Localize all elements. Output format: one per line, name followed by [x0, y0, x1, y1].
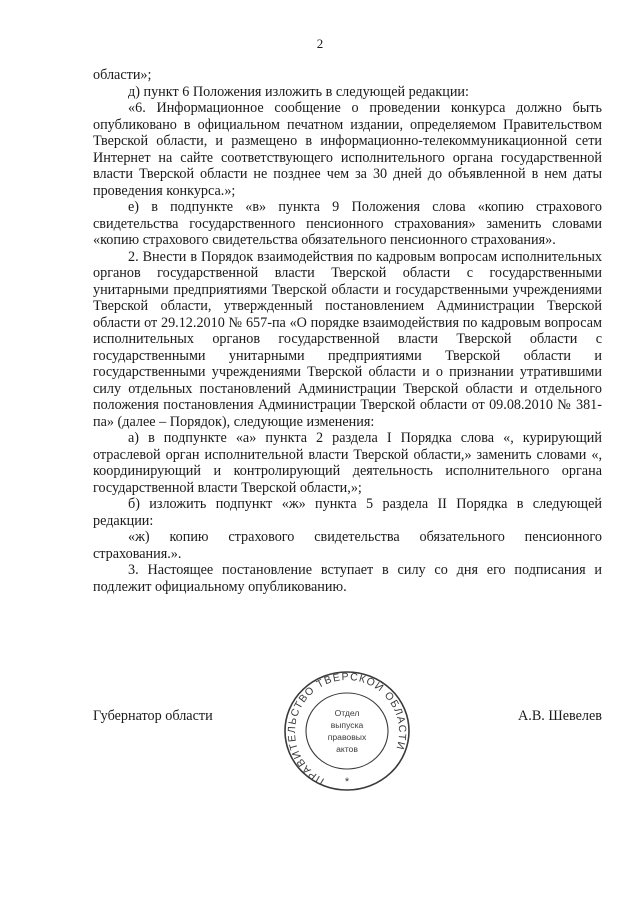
paragraph-item-e: е) в подпункте «в» пункта 9 Положения слова «копию страхового свидетельства государственного пенсионного страхования» заменить словами «копию страхового свидетельства обязательного пенсионного страхования».	[93, 199, 602, 248]
paragraph-section-2: 2. Внести в Порядок взаимодействия по кадровым вопросам исполнительных органов государственной власти Тверской области с государственными унитарными предприятиями Тверской области и государственными учреждениями Тверской области, утвержденный постановлением Администрации Тверской области от 29.12.2010 № 657-па «О порядке взаимодействия по кадровым вопросам исполнительных органов государственной власти Тверской области с государственными унитарными предприятиями Тверской области и государственными учреждениями Тверской области и о признании утратившими силу отдельных постановлений Администрации Тверской области и отдельного положения постановления Администрации Тверской области от 09.08.2010 № 381-па» (далее – Порядок), следующие изменения:	[93, 248, 602, 430]
paragraph-item-d: д) пункт 6 Положения изложить в следующей редакции:	[128, 83, 469, 100]
paragraph-continuation: области»;	[93, 67, 152, 83]
paragraph-item-b: б) изложить подпункт «ж» пункта 5 раздела II Порядка в следующей редакции:	[93, 496, 602, 529]
signatory-name: А.В. Шевелев	[518, 708, 602, 724]
paragraph-section-3: 3. Настоящее постановление вступает в силу со дня его подписания и подлежит официальному опубликованию.	[93, 562, 602, 595]
seal-center-line: выпуска	[330, 720, 364, 730]
body-text	[93, 67, 602, 595]
signatory-title: Губернатор области	[93, 708, 213, 724]
seal-center-line: правовых	[327, 732, 367, 742]
page-number: 2	[316, 36, 324, 51]
seal-ring-text: ПРАВИТЕЛЬСТВО ТВЕРСКОЙ ОБЛАСТИ	[285, 670, 409, 788]
seal-center-line: актов	[336, 744, 358, 754]
seal-center-line: Отдел	[334, 708, 360, 718]
paragraph-quote-6: «6. Информационное сообщение о проведении конкурса должно быть опубликовано в официальном печатном издании, определяемом Правительством Тверской области, и размещено в информационно-телекоммуникационной сети Интернет на сайте соответствующего исполнительного органа государственной власти Тверской области не позднее чем за 30 дней до объявленной в нем даты проведения конкурса.»;	[93, 100, 602, 199]
seal-star: *	[344, 776, 350, 788]
paragraph-quote-zh: «ж) копию страхового свидетельства обязательного пенсионного страхования.».	[93, 529, 602, 562]
paragraph-item-a: а) в подпункте «а» пункта 2 раздела I Порядка слова «, курирующий отраслевой орган исполнительной власти Тверской области,» заменить словами «, координирующий и контролирующий деятельность исполнительного органа государственной власти Тверской области,»;	[93, 430, 602, 496]
official-seal	[282, 668, 412, 792]
